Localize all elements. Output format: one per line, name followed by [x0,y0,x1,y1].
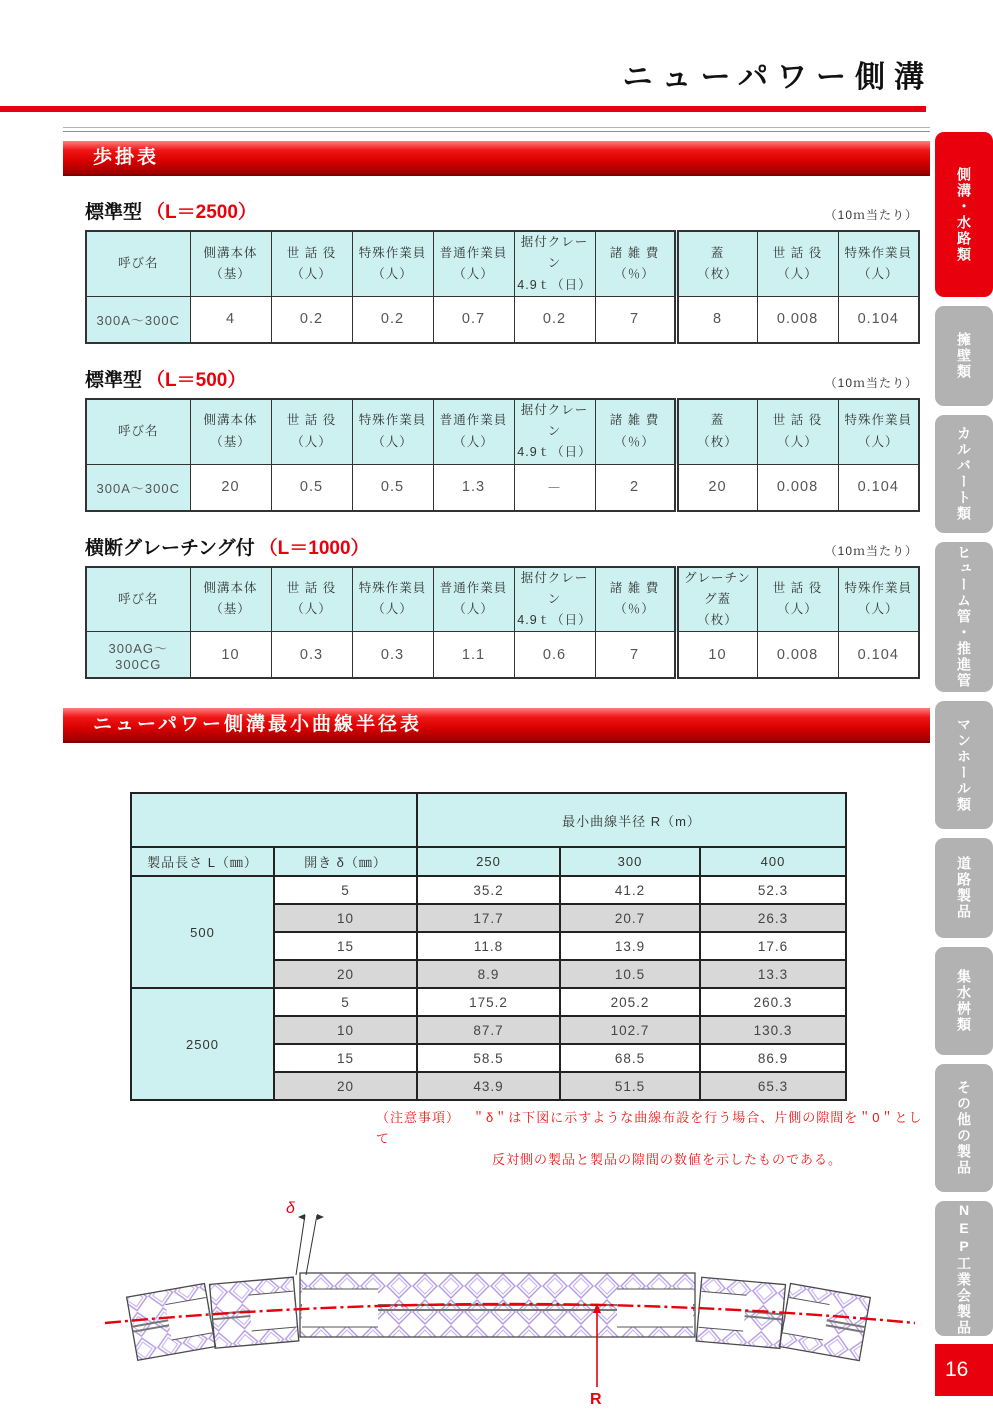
col-header: 呼び名 [86,567,190,632]
radius-value-cell: 8.9 [417,960,560,988]
work-table-3 [85,566,920,680]
divider-line [63,127,930,132]
radius-value-cell: 13.3 [700,960,846,988]
radius-value-cell: 17.7 [417,904,560,932]
col-header: グレーチング蓋 （枚） [676,567,757,632]
col-header: 世 話 役 （人） [271,399,352,464]
delta-dimension [286,1200,324,1275]
product-name-cell: 300A～300C [86,296,190,343]
col-header: 呼び名 [86,399,190,464]
page-number: 16 [935,1344,993,1396]
sidebar-tab-6[interactable]: 道路製品 [935,838,993,938]
col-header: 特殊作業員 （人） [838,231,919,296]
delta-cell: 10 [274,1016,417,1044]
radius-value-cell: 51.5 [560,1072,700,1100]
gutter-segment [127,1283,216,1360]
value-cell: 0.2 [514,296,595,343]
value-cell: 7 [595,296,676,343]
value-cell: 8 [676,296,757,343]
radius-value-cell: 41.2 [560,876,700,904]
col-header: 諸 雑 費 （％） [595,231,676,296]
radius-value-cell: 205.2 [560,988,700,1016]
product-name-cell: 300AG～300CG [86,632,190,679]
sidebar-tab-2[interactable]: 擁壁類 [935,306,993,406]
note-line-1: （注意事項） ＂δ＂は下図に示すような曲線布設を行う場合、片側の隙間を＂0＂として [376,1110,923,1147]
col-header: 世 話 役 （人） [271,231,352,296]
section-title: 標準型 [85,369,143,391]
length-cell: 500 [131,876,274,988]
radius-value-cell: 175.2 [417,988,560,1016]
section-title-length: （L＝1000） [258,537,370,559]
value-cell: 0.104 [838,296,919,343]
value-cell: 7 [595,632,676,679]
value-cell: 2 [595,464,676,511]
sidebar-tab-8[interactable]: その他の製品 [935,1064,993,1192]
radius-value-cell: 87.7 [417,1016,560,1044]
value-cell: 0.008 [757,296,838,343]
col-header: 世 話 役 （人） [271,567,352,632]
note-text [376,1108,930,1170]
section-heading-1 [85,197,930,221]
col-header: 側溝本体 （基） [190,231,271,296]
section-title-length: （L＝2500） [146,202,257,223]
sidebar-tab-7[interactable]: 集水桝類 [935,947,993,1055]
value-cell: 0.2 [352,296,433,343]
gutter-segment [779,1283,870,1360]
value-cell: 0.008 [757,464,838,511]
sidebar-tab-1[interactable]: 側溝・水路類 [935,132,993,297]
value-cell: 10 [676,632,757,679]
radius-value-cell: 130.3 [700,1016,846,1044]
radius-value-cell: 11.8 [417,932,560,960]
length-cell: 2500 [131,988,274,1100]
delta-cell: 5 [274,876,417,904]
col-header: 諸 雑 費 （％） [595,399,676,464]
value-cell: 0.008 [757,632,838,679]
value-cell: 0.3 [271,632,352,679]
value-cell: 20 [676,464,757,511]
radius-value-cell: 260.3 [700,988,846,1016]
radius-value-cell: 20.7 [560,904,700,932]
table-row [131,988,846,1016]
section-title: 標準型 [85,202,143,223]
value-cell: 0.2 [271,296,352,343]
value-cell: 0.6 [514,632,595,679]
unit-note: （10ｍ当たり） [824,375,918,390]
col-header: 呼び名 [86,231,190,296]
banner-radius: ニューパワー側溝最小曲線半径表 [63,708,930,743]
radius-value-cell: 35.2 [417,876,560,904]
radius-value-cell: 52.3 [700,876,846,904]
work-table-1 [85,230,920,344]
category-sidebar [935,132,993,1345]
radius-table [130,792,847,1101]
value-cell: 1.3 [433,464,514,511]
col-header: 蓋 （枚） [676,399,757,464]
col-header: 世 話 役 （人） [757,231,838,296]
col-header: 特殊作業員 （人） [838,399,919,464]
section-heading-3 [85,533,930,557]
radius-label: R [590,1390,602,1408]
radius-value-cell: 43.9 [417,1072,560,1100]
value-cell: 0.5 [271,464,352,511]
delta-cell: 20 [274,960,417,988]
radius-value-cell: 68.5 [560,1044,700,1072]
delta-cell: 10 [274,904,417,932]
col-header: 普通作業員 （人） [433,399,514,464]
col-header: 側溝本体 （基） [190,399,271,464]
sidebar-tab-5[interactable]: マンホール類 [935,701,993,829]
delta-cell: 5 [274,988,417,1016]
note-label: （注意事項） [376,1110,461,1126]
radius-value-cell: 10.5 [560,960,700,988]
value-cell: 0.104 [838,464,919,511]
delta-cell: 15 [274,1044,417,1072]
radius-merged-header: 最小曲線半径 R（m） [417,793,846,847]
work-sections [63,197,930,679]
section-title-length: （L＝500） [146,369,247,391]
value-cell: 20 [190,464,271,511]
col-header: 世 話 役 （人） [757,399,838,464]
radius-value-cell: 58.5 [417,1044,560,1072]
radius-value-cell: 13.9 [560,932,700,960]
col-header: 普通作業員 （人） [433,567,514,632]
col-header: 特殊作業員 （人） [838,567,919,632]
radius-value-cell: 86.9 [700,1044,846,1072]
col-header: 特殊作業員 （人） [352,399,433,464]
col-header: 据付クレーン 4.9ｔ（日） [514,231,595,296]
col-header: 開き δ（㎜） [274,847,417,876]
radius-value-cell: 26.3 [700,904,846,932]
value-cell: 4 [190,296,271,343]
title-underline [0,106,926,112]
col-header: 据付クレーン 4.9ｔ（日） [514,567,595,632]
section-title: 横断グレーチング付 [85,537,255,559]
delta-cell: 20 [274,1072,417,1100]
col-header: 据付クレーン 4.9ｔ（日） [514,399,595,464]
unit-note: （10ｍ当たり） [824,208,918,222]
delta-cell: 15 [274,932,417,960]
main-content [63,127,930,1410]
value-cell: － [514,464,595,511]
value-cell: 0.3 [352,632,433,679]
col-header: 蓋 （枚） [676,231,757,296]
work-table-2 [85,398,920,512]
col-header: 諸 雑 費 （％） [595,567,676,632]
col-header: 普通作業員 （人） [433,231,514,296]
col-header: 特殊作業員 （人） [352,567,433,632]
radius-value-cell: 65.3 [700,1072,846,1100]
unit-note: （10ｍ当たり） [824,543,918,558]
col-header: 250 [417,847,560,876]
col-header: 世 話 役 （人） [757,567,838,632]
note-line-2: 反対側の製品と製品の隙間の数値を示したものである。 [492,1151,843,1167]
banner-hogake: 歩掛表 [63,141,930,176]
col-header: 製品長さ L（㎜） [131,847,274,876]
radius-value-cell: 102.7 [560,1016,700,1044]
radius-value-cell: 17.6 [700,932,846,960]
col-header: 特殊作業員 （人） [352,231,433,296]
value-cell: 0.7 [433,296,514,343]
value-cell: 10 [190,632,271,679]
col-header: 側溝本体 （基） [190,567,271,632]
sidebar-tab-4[interactable]: ヒューム管・推進管 [935,542,993,692]
sidebar-tab-9[interactable]: NEP工業会製品 [935,1201,993,1336]
section-heading-2 [85,365,930,389]
page-title: ニューパワー側溝 [622,61,933,94]
value-cell: 0.104 [838,632,919,679]
col-header: 400 [700,847,846,876]
value-cell: 1.1 [433,632,514,679]
curve-layout-diagram [100,1195,920,1410]
table-row [131,876,846,904]
blank-header-cell [131,793,417,847]
gutter-segment [696,1277,785,1348]
delta-label: δ [286,1199,295,1217]
sidebar-tab-3[interactable]: カルバート類 [935,415,993,533]
value-cell: 0.5 [352,464,433,511]
radius-table-wrap [63,792,930,1101]
col-header: 300 [560,847,700,876]
product-name-cell: 300A～300C [86,464,190,511]
